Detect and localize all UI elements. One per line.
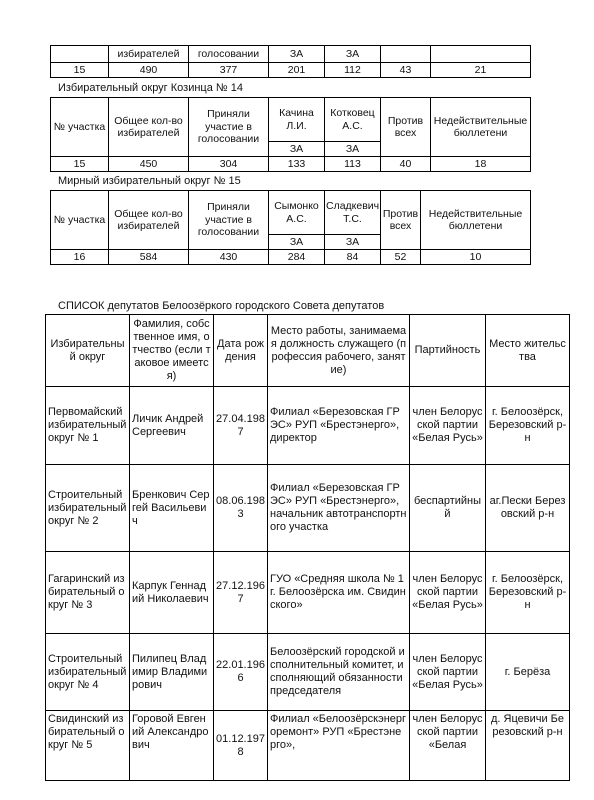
table-cell: 43: [381, 63, 431, 78]
header-cell: Общее кол-во избирателей: [109, 191, 189, 250]
deputies-table: [45, 314, 570, 781]
header-cell: Приняли участие в голосовании: [189, 98, 269, 157]
table-cell: 15: [51, 157, 109, 172]
name-cell: Карпук Геннадий Николаевич: [130, 552, 214, 634]
table-cell: 133: [269, 157, 325, 172]
district-cell: Гагаринский избирательный округ № 3: [46, 552, 130, 634]
work-cell: Филиал «Березовская ГРЭС» РУП «Брестэнерго», директор: [268, 387, 410, 465]
header-cell: ЗА: [325, 46, 381, 63]
table-cell: 377: [189, 63, 269, 78]
district14-results-table: [50, 97, 531, 172]
header-residence: Место жительства: [486, 315, 570, 387]
district14-title: Избирательный округ Козинца № 14: [58, 82, 243, 94]
header-cell: [431, 46, 531, 63]
header-cell: голосовании: [189, 46, 269, 63]
table-cell: 113: [325, 157, 381, 172]
table-cell: 430: [189, 250, 269, 265]
district-cell: Первомайский избирательный округ № 1: [46, 387, 130, 465]
header-cell: Недействительные бюллетени: [431, 98, 531, 157]
party-cell: член Белорусской партии «Белая Русь»: [410, 387, 486, 465]
table-header-row: [51, 191, 531, 235]
party-cell: член Белорусской партии «Белая: [410, 711, 486, 781]
district-cell: Строительный избирательный округ № 2: [46, 465, 130, 552]
table-cell: 15: [51, 63, 109, 78]
work-cell: Белоозёрский городской исполнительный комитет, исполняющий обязанности председателя: [268, 634, 410, 711]
header-cell: Против всех: [381, 191, 421, 250]
residence-cell: г. Белоозёрск, Березовский р-н: [486, 387, 570, 465]
table-header-row: [51, 46, 531, 63]
table-cell: 18: [431, 157, 531, 172]
table-row: [46, 711, 570, 781]
name-cell: Пилипец Владимир Владимирович: [130, 634, 214, 711]
dob-cell: 22.01.1966: [214, 634, 268, 711]
header-cell: [51, 46, 109, 63]
table-cell: 284: [269, 250, 325, 265]
table-cell: 84: [325, 250, 381, 265]
header-cell: Недействительные бюллетени: [421, 191, 531, 250]
residence-cell: д. Яцевичи Березовский р-н: [486, 711, 570, 781]
dob-cell: 08.06.1983: [214, 465, 268, 552]
vote-for-label: ЗА: [269, 142, 325, 157]
name-cell: Горовой Евгений Александрович: [130, 711, 214, 781]
header-cell: Приняли участие в голосовании: [189, 191, 269, 250]
table-row: [46, 634, 570, 711]
work-cell: ГУО «Средняя школа № 1 г. Белоозёрска им. Свидинского»: [268, 552, 410, 634]
dob-cell: 27.04.1987: [214, 387, 268, 465]
header-work: Место работы, занимаемая должность служащего (профессия рабочего, занятие): [268, 315, 410, 387]
table-cell: 52: [381, 250, 421, 265]
table-cell: 450: [109, 157, 189, 172]
table-cell: 490: [109, 63, 189, 78]
table-cell: 21: [431, 63, 531, 78]
table-row: [46, 387, 570, 465]
header-dob: Дата рождения: [214, 315, 268, 387]
table-cell: 304: [189, 157, 269, 172]
work-cell: Филиал «Белоозёрскэнергоремонт» РУП «Брестэнерго»,: [268, 711, 410, 781]
header-cell: [381, 46, 431, 63]
candidate-header: Котковец А.С.: [325, 98, 381, 142]
vote-for-label: ЗА: [325, 235, 381, 250]
district15-results-table: [50, 190, 531, 265]
district15-title: Мирный избирательный округ № 15: [58, 175, 241, 187]
name-cell: Бренкович Сергей Васильевич: [130, 465, 214, 552]
candidate-header: Сымонко А.С.: [269, 191, 325, 235]
residence-cell: г. Берёза: [486, 634, 570, 711]
residence-cell: аг.Пески Березовский р-н: [486, 465, 570, 552]
table-header-row: [51, 98, 531, 142]
party-cell: беспартийный: [410, 465, 486, 552]
vote-for-label: ЗА: [325, 142, 381, 157]
table-cell: 201: [269, 63, 325, 78]
header-district: Избирательный округ: [46, 315, 130, 387]
table-cell: 584: [109, 250, 189, 265]
vote-for-label: ЗА: [269, 235, 325, 250]
header-cell: Против всех: [381, 98, 431, 157]
work-cell: Филиал «Березовская ГРЭС» РУП «Брестэнерго», начальник автотранспортного участка: [268, 465, 410, 552]
table-cell: 40: [381, 157, 431, 172]
table-row: [51, 250, 531, 265]
table-row: [46, 552, 570, 634]
district13-results-table: [50, 45, 531, 78]
table-row: [51, 63, 531, 78]
name-cell: Личик Андрей Сергеевич: [130, 387, 214, 465]
header-cell: Общее кол-во избирателей: [109, 98, 189, 157]
header-cell: ЗА: [269, 46, 325, 63]
residence-cell: г. Белоозёрск, Березовский р-н: [486, 552, 570, 634]
header-cell: № участка: [51, 98, 109, 157]
header-cell: № участка: [51, 191, 109, 250]
dob-cell: 27.12.1967: [214, 552, 268, 634]
district-cell: Свидинский избирательный округ № 5: [46, 711, 130, 781]
district-cell: Строительный избирательный округ № 4: [46, 634, 130, 711]
header-cell: избирателей: [109, 46, 189, 63]
dob-cell: 01.12.1978: [214, 711, 268, 781]
table-row: [46, 465, 570, 552]
table-cell: 112: [325, 63, 381, 78]
header-party: Партийность: [410, 315, 486, 387]
table-header-row: [46, 315, 570, 387]
header-name: Фамилия, собственное имя, отчество (если таковое имеется): [130, 315, 214, 387]
table-cell: 10: [421, 250, 531, 265]
table-cell: 16: [51, 250, 109, 265]
party-cell: член Белорусской партии «Белая Русь»: [410, 552, 486, 634]
candidate-header: Качина Л.И.: [269, 98, 325, 142]
candidate-header: Сладкевич Т.С.: [325, 191, 381, 235]
deputies-list-title: СПИСОК депутатов Белоозёркого городского Совета депутатов: [58, 300, 385, 312]
table-row: [51, 157, 531, 172]
party-cell: член Белорусской партии «Белая Русь»: [410, 634, 486, 711]
